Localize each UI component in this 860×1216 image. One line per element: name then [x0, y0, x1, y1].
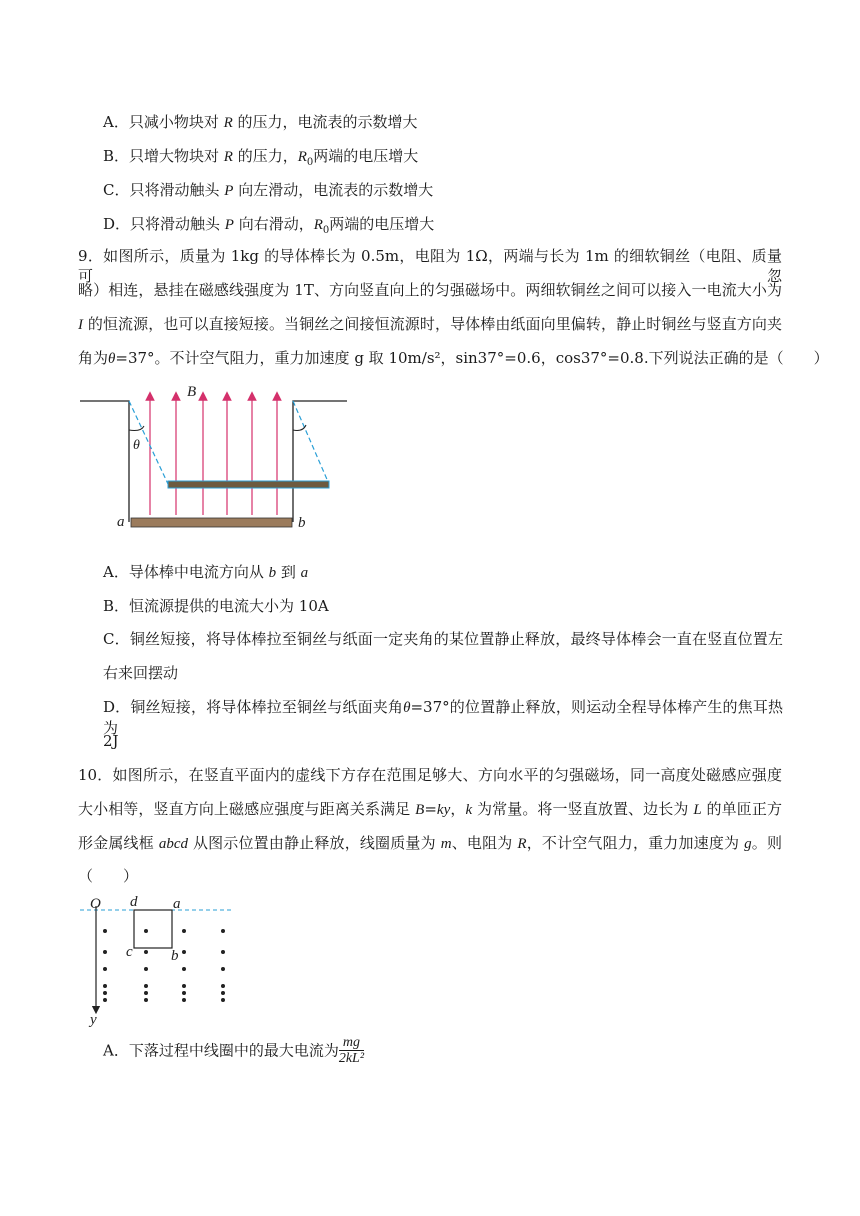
q9-rod-ab: [131, 518, 292, 527]
q9-label-b: b: [298, 515, 306, 531]
q10-label-y: y: [90, 1012, 97, 1028]
q8-option-c: C．只将滑动触头 P 向左滑动，电流表的示数增大: [103, 181, 434, 199]
q10-figure: [80, 892, 250, 1027]
q9-stem-line4: 角为θ=37°。不计空气阻力，重力加速度 g 取 10m/s²，sin37°=0.6，cos37°=0.8.下列说法正确的是（ ）: [78, 349, 829, 367]
q9-option-c-line2: 右来回摆动: [103, 664, 179, 682]
q9-figure: [75, 380, 355, 535]
q10-stem-line3: 形金属线框 abcd 从图示位置由静止释放，线圈质量为 m、电阻为 R，不计空气阻力，重力加速度为 g。则: [78, 834, 782, 852]
q9-field-lines: [150, 396, 277, 515]
q10-stem-line4: （ ）: [78, 867, 139, 885]
q9-option-a: A．导体棒中电流方向从 b 到 a: [103, 563, 309, 581]
q10-square-loop: [134, 910, 172, 948]
q9-deflected-rod: [168, 481, 329, 488]
q9-label-theta: θ: [133, 438, 140, 453]
q9-option-c-line1: C．铜丝短接，将导体棒拉至铜丝与纸面一定夹角的某位置静止释放，最终导体棒会一直在竖直位置左: [103, 630, 783, 648]
q10-label-b: b: [171, 948, 179, 964]
q9-option-b: B．恒流源提供的电流大小为 10A: [103, 597, 329, 615]
q8-option-d: D．只将滑动触头 P 向右滑动，$R_0$两端的电压增大: [103, 215, 435, 236]
q10-field-dots: [103, 929, 225, 1002]
q10-label-o: O: [90, 896, 101, 912]
q9-option-d-line2: 2J: [103, 732, 119, 750]
q10-label-d: d: [130, 894, 138, 910]
q9-stem-line1: 9．如图所示，质量为 1kg 的导体棒长为 0.5m，电阻为 1Ω，两端与长为 1m 的细软铜丝（电阻、质量可忽: [78, 247, 782, 285]
q10-option-a-fraction: $\frac{mg}{\text{2kL²}}$: [338, 1035, 365, 1066]
q10-label-a: a: [173, 896, 181, 912]
q9-label-a: a: [117, 514, 125, 530]
q9-label-b-field: B: [187, 384, 197, 400]
q8-option-b: B．只增大物块对 R 的压力，$R_0$两端的电压增大: [103, 147, 419, 168]
q10-label-c: c: [126, 944, 133, 960]
q10-stem-line2: 大小相等，竖直方向上磁感应强度与距离关系满足 B=ky，k 为常量。将一竖直放置、边长为 L 的单匝正方: [78, 800, 782, 818]
q10-stem-line1: 10．如图所示，在竖直平面内的虚线下方存在范围足够大、方向水平的匀强磁场，同一高度处磁感应强度: [78, 766, 782, 784]
q9-stem-line3: I 的恒流源，也可以直接短接。当铜丝之间接恒流源时，导体棒由纸面向里偏转，静止时铜丝与竖直方向夹: [78, 315, 782, 333]
q9-stem-line2: 略）相连，悬挂在磁感线强度为 1T、方向竖直向上的匀强磁场中。两细软铜丝之间可以接入一电流大小为: [78, 281, 782, 299]
q10-option-a: A．下落过程中线圈中的最大电流为 $\frac{mg}{\text{2kL²}}$: [103, 1035, 365, 1066]
q9-frame: [80, 401, 129, 522]
q9-option-d-line1: D．铜丝短接，将导体棒拉至铜丝与纸面夹角θ=37°的位置静止释放，则运动全程导体棒产生的焦耳热为: [103, 698, 783, 737]
q8-option-a: A．只减小物块对 R 的压力，电流表的示数增大: [103, 113, 418, 131]
